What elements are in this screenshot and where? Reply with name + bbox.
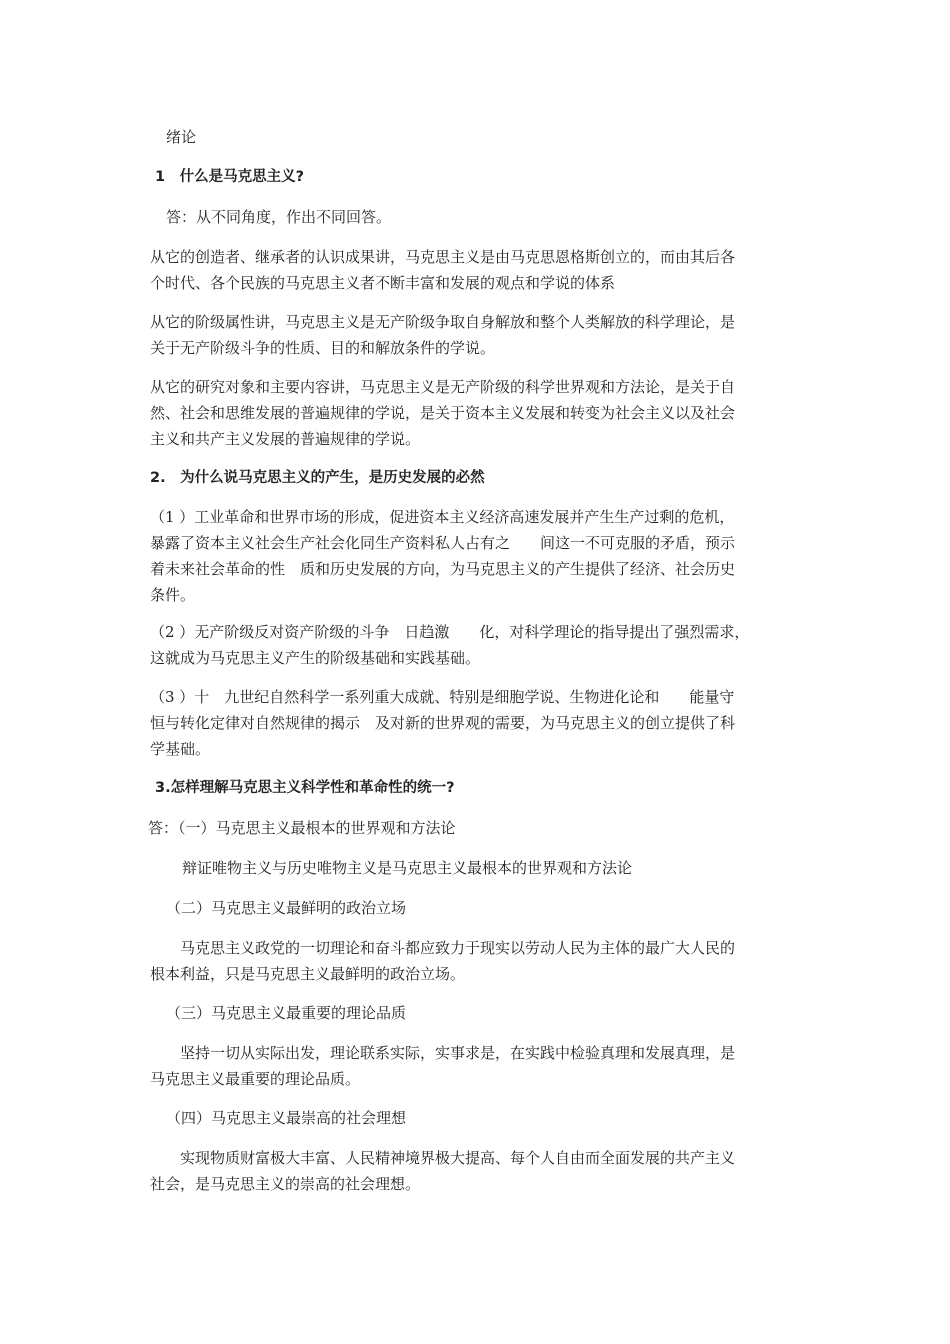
answer-4-body: 实现物质财富极大丰富、人民精神境界极大提高、每个人自由而全面发展的共产主义 社会，是马克思主义的崇高的社会理想。	[150, 1149, 736, 1193]
question-1-paragraph-2: 从它的阶级属性讲，马克思主义是无产阶级争取自身解放和整个人类解放的科学理论，是 关于无产阶级斗争的性质、目的和解放条件的学说。	[150, 313, 736, 357]
answer-2-body: 马克思主义政党的一切理论和奋斗都应致力于现实以劳动人民为主体的最广大人民的 根本利益，只是马克思主义最鲜明的政治立场。	[150, 939, 736, 983]
answer-3-body: 坚持一切从实际出发，理论联系实际，实事求是，在实践中检验真理和发展真理，是 马克思主义最重要的理论品质。	[150, 1044, 736, 1088]
question-2-item-2: （2 ）无产阶级反对资产阶级的斗争 日趋激 化，对科学理论的指导提出了强烈需求， 这就成为马克思主义产生的阶级基础和实践基础。	[150, 623, 750, 667]
answer-1-body: 辩证唯物主义与历史唯物主义是马克思主义最根本的世界观和方法论	[182, 859, 633, 877]
question-1-heading: 1 什么是马克思主义?	[155, 169, 304, 185]
answer-2-title: （二）马克思主义最鲜明的政治立场	[166, 899, 407, 917]
question-3-answer-intro: 答：（一）马克思主义最根本的世界观和方法论	[148, 819, 456, 837]
question-2-item-3: （3 ）十 九世纪自然科学一系列重大成就、特别是细胞学说、生物进化论和 能量守 恒与转化定律对自然规律的揭示 及对新的世界观的需要，为马克思主义的创立提供了科 学基础。	[150, 688, 736, 758]
question-1-answer: 答：从不同角度，作出不同回答。	[166, 208, 392, 226]
question-2-heading: 2. 为什么说马克思主义的产生，是历史发展的必然	[150, 470, 485, 486]
question-1-paragraph-1: 从它的创造者、继承者的认识成果讲，马克思主义是由马克思恩格斯创立的，而由其后各 个时代、各个民族的马克思主义者不断丰富和发展的观点和学说的体系	[150, 248, 736, 292]
doc-title: 绪论	[166, 128, 197, 146]
question-1-paragraph-3: 从它的研究对象和主要内容讲，马克思主义是无产阶级的科学世界观和方法论，是关于自 然、社会和思维发展的普遍规律的学说，是关于资本主义发展和转变为社会主义以及社会 主义和共产主义发展的普遍规律的学说。	[150, 378, 736, 448]
answer-3-title: （三）马克思主义最重要的理论品质	[166, 1004, 407, 1022]
answer-4-title: （四）马克思主义最崇高的社会理想	[166, 1109, 407, 1127]
question-3-heading: 3.怎样理解马克思主义科学性和革命性的统一?	[155, 780, 455, 796]
question-2-item-1: （1 ）工业革命和世界市场的形成，促进资本主义经济高速发展并产生生产过剩的危机， 暴露了资本主义社会生产社会化同生产资料私人占有之 间这一不可克服的矛盾，预示 着未来社会革命的性 质和历史发展的方向，为马克思主义的产生提供了经济、社会历史 条件。	[150, 508, 736, 604]
